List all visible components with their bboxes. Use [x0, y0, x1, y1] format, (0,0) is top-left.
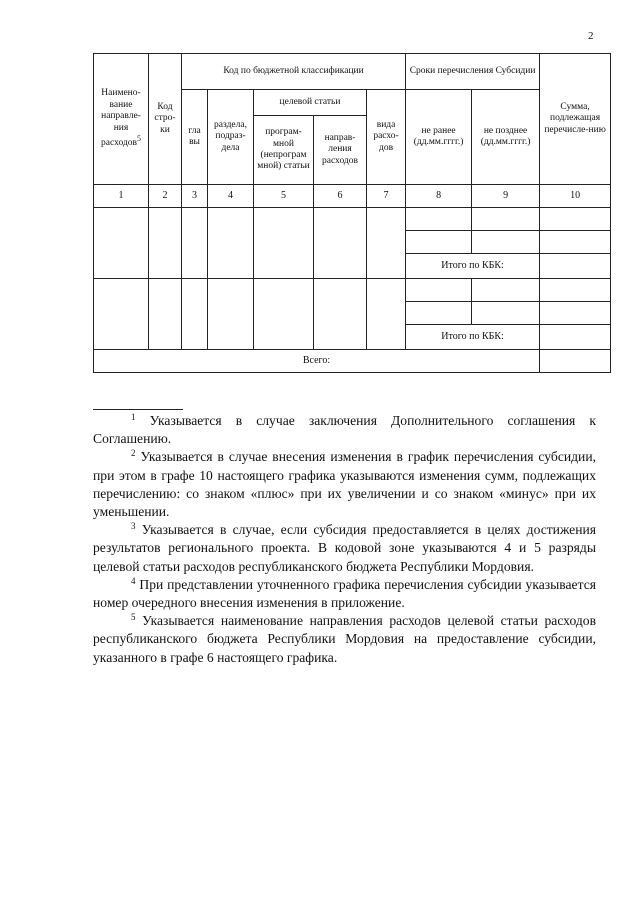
table-cell — [472, 208, 540, 231]
column-number: 3 — [182, 185, 208, 208]
table-cell — [208, 279, 254, 350]
footnote: $^5$ Указывается наименование направления расходов целевой статьи расходов республиканского бюджета Республики Мордовия на предоставление субсидии, указанного в графе 6 настоящего графика. — [93, 612, 596, 665]
header-amount: Сумма, подлежащая перечисле-нию — [540, 54, 611, 185]
table-cell — [367, 279, 406, 350]
table-cell — [406, 208, 472, 231]
page-number: 2 — [588, 30, 594, 42]
table-cell — [94, 279, 149, 350]
header-section: раздела, подраз-дела — [208, 90, 254, 185]
footnote: $^2$ Указывается в случае внесения изменения в график перечисления субсидии, при этом в графе 10 настоящего графика указываются изменения сумм, подлежащих перечислению: со знаком «плюс» при их увеличении и со знаком «минус» при их уменьшении. — [93, 448, 596, 520]
grand-total-amount — [540, 350, 611, 373]
table-cell — [149, 279, 182, 350]
table-row — [94, 208, 611, 231]
column-number: 2 — [149, 185, 182, 208]
table-cell — [540, 302, 611, 325]
subsidy-schedule-table — [93, 53, 611, 373]
table-cell — [540, 279, 611, 302]
subtotal-label: Итого по КБК: — [406, 254, 540, 279]
header-expense-direction: Наимено-вание направле-ния расходов$^5$ — [94, 54, 149, 185]
header-program-article: програм-мной (непрограм мной) статьи — [254, 116, 314, 185]
table-cell — [182, 279, 208, 350]
grand-total-label: Всего: — [94, 350, 540, 373]
table-cell — [540, 208, 611, 231]
table-cell — [406, 279, 472, 302]
column-number: 4 — [208, 185, 254, 208]
table-cell — [94, 208, 149, 279]
table-cell — [472, 231, 540, 254]
subtotal-amount — [540, 325, 611, 350]
table-cell — [149, 208, 182, 279]
table-cell — [182, 208, 208, 279]
table-row — [94, 279, 611, 302]
table-cell — [406, 231, 472, 254]
header-terms-group: Сроки перечисления Субсидии — [406, 54, 540, 90]
footnote-separator — [93, 409, 183, 410]
table-cell — [367, 208, 406, 279]
header-chapter: гла вы — [182, 90, 208, 185]
grand-total-row — [94, 350, 611, 373]
header-not-later: не позднее (дд.мм.гггг.) — [472, 90, 540, 185]
subtotal-label: Итого по КБК: — [406, 325, 540, 350]
footnote: $^1$ Указывается в случае заключения Дополнительного соглашения к Соглашению. — [93, 412, 596, 447]
footnote: $^3$ Указывается в случае, если субсидия предоставляется в целях достижения результатов регионального проекта. В кодовой зоне указываются 4 и 5 разряды целевой статьи расходов республиканского бюджета Республики Мордовия. — [93, 521, 597, 574]
header-expense-type: вида расхо-дов — [367, 90, 406, 185]
table-cell — [254, 208, 314, 279]
column-number: 5 — [254, 185, 314, 208]
header-kbk-group: Код по бюджетной классификации — [182, 54, 406, 90]
header-target-article: целевой статьи — [254, 90, 367, 116]
column-number: 9 — [472, 185, 540, 208]
subtotal-amount — [540, 254, 611, 279]
table-cell — [472, 279, 540, 302]
table-cell — [540, 231, 611, 254]
table-cell — [314, 208, 367, 279]
footnotes — [93, 412, 596, 667]
table-cell — [472, 302, 540, 325]
table-cell — [254, 279, 314, 350]
table-cell — [314, 279, 367, 350]
header-not-earlier: не ранее (дд.мм.гггг.) — [406, 90, 472, 185]
column-number: 6 — [314, 185, 367, 208]
header-line-code: Код стро-ки — [149, 54, 182, 185]
table-cell — [406, 302, 472, 325]
column-number: 10 — [540, 185, 611, 208]
header-expense-direction-code: направ-ления расходов — [314, 116, 367, 185]
column-number: 8 — [406, 185, 472, 208]
footnote: $^4$ При представлении уточненного графика перечисления субсидии указывается номер очередного внесения изменения в приложение. — [93, 575, 596, 611]
column-number: 1 — [94, 185, 149, 208]
table-cell — [208, 208, 254, 279]
column-number: 7 — [367, 185, 406, 208]
